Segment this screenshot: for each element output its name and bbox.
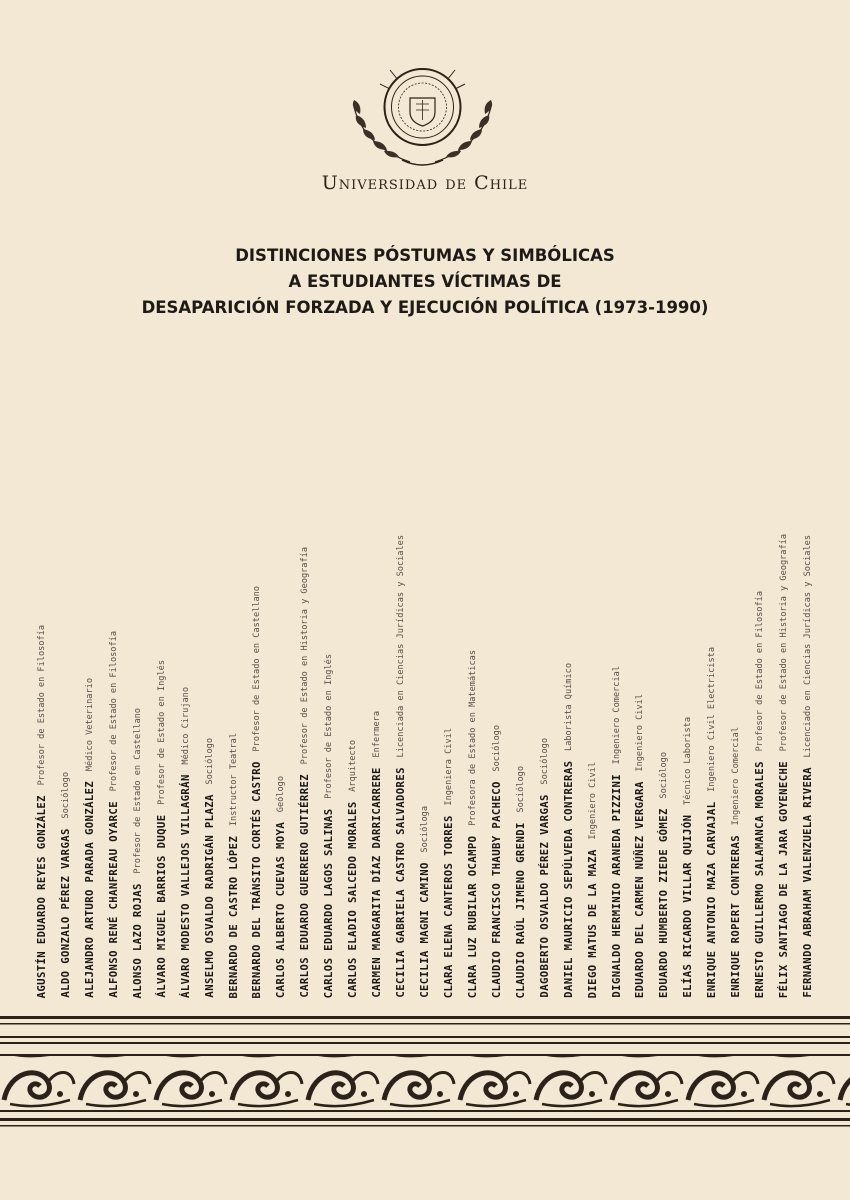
person-profession: Profesor de Estado en Inglés <box>156 660 167 806</box>
person-profession: Licenciado en Ciencias Jurídicas y Sociales <box>803 535 814 758</box>
name-entry <box>774 410 794 998</box>
person-profession: Sociólogo <box>539 738 550 786</box>
person-profession: Técnico Laborista <box>683 717 694 806</box>
name-entry <box>678 410 698 998</box>
person-name: DAGOBERTO OSVALDO PÉREZ VARGAS <box>538 794 551 998</box>
name-entry <box>702 410 722 998</box>
person-profession: Licenciada en Ciencias Jurídicas y Sociales <box>396 535 407 758</box>
ornamental-border <box>0 1010 850 1135</box>
person-name: ALONSO LAZO ROJAS <box>131 882 144 998</box>
person-name: ENRIQUE ROPERT CONTRERAS <box>730 835 743 998</box>
person-profession: Arquitecto <box>348 740 359 792</box>
person-name: CLARA ELENA CANTEROS TORRES <box>442 814 455 998</box>
name-entry <box>247 410 267 998</box>
person-name: BERNARDO DE CASTRO LÓPEZ <box>227 835 240 998</box>
title-line-1: DISTINCIONES PÓSTUMAS Y SIMBÓLICAS <box>235 246 615 265</box>
name-entry <box>583 410 603 998</box>
name-entry <box>487 410 507 998</box>
person-name: ANSELMO OSVALDO RADRIGÁN PLAZA <box>203 794 216 998</box>
name-entry <box>271 410 291 998</box>
name-entry <box>654 410 674 998</box>
person-profession: Profesor de Estado en Filosofía <box>755 590 766 752</box>
person-profession: Sociólogo <box>515 765 526 813</box>
name-entry <box>750 410 770 998</box>
person-profession: Instructor Teatral <box>228 732 239 826</box>
name-entry <box>535 410 555 998</box>
name-entry <box>32 410 52 998</box>
name-entry <box>630 410 650 998</box>
person-profession: Socióloga <box>420 806 431 853</box>
name-entry <box>726 410 746 998</box>
person-profession: Profesor de Estado en Inglés <box>324 653 335 799</box>
name-entry <box>607 410 627 998</box>
name-entry <box>56 410 76 998</box>
name-entry <box>415 410 435 998</box>
person-name: ÁLVARO MODESTO VALLEJOS VILLAGRÁN <box>179 774 192 998</box>
person-profession: Profesor de Estado en Historia y Geografía <box>779 533 790 752</box>
name-entry <box>343 410 363 998</box>
person-profession: Ingeniero Comercial <box>731 727 742 826</box>
person-name: CLARA LUZ RUBILAR OCAMPO <box>466 835 479 998</box>
person-profession: Profesor de Estado en Filosofía <box>37 624 47 786</box>
person-name: CARMEN MARGARITA DÍAZ DARRICARRERE <box>371 767 384 998</box>
person-profession: Ingeniero Civil Electricista <box>707 646 718 792</box>
name-entry <box>224 410 244 998</box>
person-profession: Sociólogo <box>659 751 670 799</box>
person-name: CLAUDIO FRANCISCO THAUBY PACHECO <box>490 781 503 998</box>
person-profession: Ingeniero Comercial <box>611 666 622 765</box>
person-profession: Ingeniero Civil <box>587 761 598 840</box>
person-name: CARLOS ELADIO SALCEDO MORALES <box>347 801 360 998</box>
person-name: CECILIA MAGNI CAMINO <box>419 862 432 998</box>
person-profession: Médico Veterinario <box>84 678 95 772</box>
person-name: ALEJANDRO ARTURO PARADA GONZÁLEZ <box>83 781 96 998</box>
person-name: ALFONSO RENÉ CHANFREAU OYARCE <box>107 801 120 998</box>
person-name: FÉLIX SANTIAGO DE LA JARA GOYENECHE <box>778 760 791 998</box>
person-profession: Profesor de Estado en Filosofía <box>108 631 119 792</box>
person-name: CARLOS EDUARDO GUERRERO GUTIÉRREZ <box>299 774 312 998</box>
person-name: CLAUDIO RAÚL JIMENO GRENDI <box>514 821 527 998</box>
person-name: ÁLVARO MIGUEL BARRIOS DUQUE <box>155 814 168 998</box>
name-entry <box>511 410 531 998</box>
person-name: ERNESTO GUILLERMO SALAMANCA MORALES <box>754 760 767 998</box>
person-name: CARLOS EDUARDO LAGOS SALINAS <box>323 808 336 998</box>
person-profession: Sociólogo <box>491 724 502 772</box>
person-name: EDUARDO HUMBERTO ZIEDE GÓMEZ <box>658 808 671 998</box>
university-seal-logo <box>340 52 505 174</box>
person-name: AGUSTÍN EDUARDO REYES GONZÁLEZ <box>36 794 48 998</box>
person-profession: Ingeniero Civil <box>635 693 646 772</box>
person-name: ELÍAS RICARDO VILLAR QUIJÓN <box>682 814 695 998</box>
person-name: BERNARDO DEL TRÁNSITO CORTÉS CASTRO <box>251 760 264 998</box>
person-profession: Ingeniera Civil <box>443 727 454 806</box>
person-profession: Laborista Químico <box>563 663 574 752</box>
name-entry <box>367 410 387 998</box>
name-entry <box>176 410 196 998</box>
title-line-2: A ESTUDIANTES VÍCTIMAS DE <box>288 272 562 291</box>
name-entry <box>128 410 148 998</box>
title-line-3: DESAPARICIÓN FORZADA Y EJECUCIÓN POLÍTICA (1973-1990) <box>141 298 709 317</box>
name-entry <box>463 410 483 998</box>
person-profession: Médico Cirujano <box>180 687 191 765</box>
names-list <box>32 410 822 998</box>
person-name: FERNANDO ABRAHAM VALENZUELA RIVERA <box>802 767 815 998</box>
name-entry <box>319 410 339 998</box>
person-name: DANIEL MAURICIO SEPÚLVEDA CONTRERAS <box>562 760 575 998</box>
person-name: CECILIA GABRIELA CASTRO SALVADORES <box>395 767 408 998</box>
person-profession: Profesor de Estado en Castellano <box>132 707 143 874</box>
person-name: EDUARDO DEL CARMEN NÚÑEZ VERGARA <box>634 781 647 998</box>
name-entry <box>559 410 579 998</box>
person-name: CARLOS ALBERTO CUEVAS MOYA <box>275 821 288 998</box>
name-entry <box>80 410 100 998</box>
person-profession: Profesor de Estado en Historia y Geografía <box>300 547 311 765</box>
person-name: ENRIQUE ANTONIO MAZA CARVAJAL <box>706 801 719 998</box>
person-profession: Sociólogo <box>60 772 71 819</box>
name-entry <box>439 410 459 998</box>
person-name: DIGNALDO HERMINIO ARANEDA PIZZINI <box>610 774 623 998</box>
person-name: ALDO GONZALO PÉREZ VARGAS <box>59 828 72 998</box>
name-entry <box>104 410 124 998</box>
name-entry <box>798 410 818 998</box>
person-profession: Enfermera <box>372 711 383 758</box>
document-title <box>0 243 850 321</box>
person-profession: Geólogo <box>276 775 287 813</box>
name-entry <box>295 410 315 998</box>
name-entry <box>391 410 411 998</box>
name-entry <box>200 410 220 998</box>
person-profession: Sociólogo <box>204 738 215 786</box>
university-wordmark: Universidad de Chile <box>321 172 529 194</box>
person-profession: Profesor de Estado en Castellano <box>252 585 263 752</box>
person-profession: Profesora de Estado en Matemáticas <box>467 649 478 826</box>
person-name: DIEGO MATUS DE LA MAZA <box>586 848 599 998</box>
name-entry <box>152 410 172 998</box>
